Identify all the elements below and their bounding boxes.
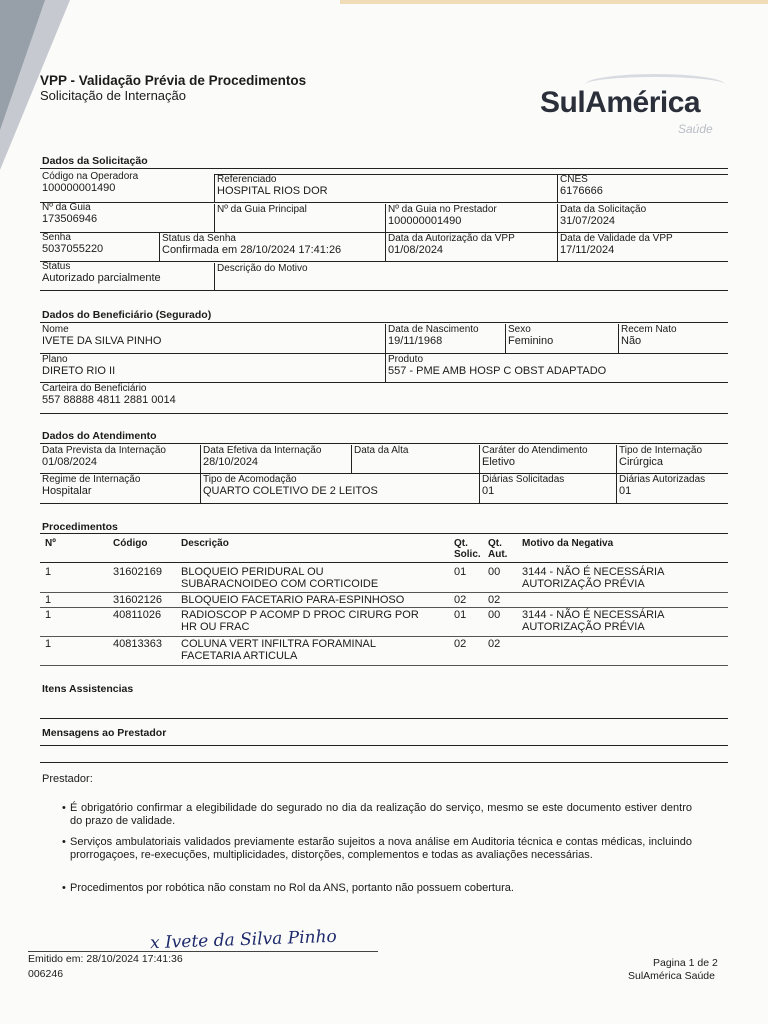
field-carteira: Carteira do Beneficiário 557 88888 4811 2881 0014 bbox=[42, 383, 176, 406]
document-subtitle: Solicitação de Internação bbox=[40, 88, 186, 103]
row3-descricao: RADIOSCOP P ACOMP D PROC CIRURG POR HR OU FRAC bbox=[181, 609, 419, 633]
row3-codigo: 40811026 bbox=[113, 609, 162, 621]
divider bbox=[40, 607, 728, 608]
prestador-bullet-2: • Serviços ambulatoriais validados previamente estarão sujeitos a nova análise em Auditoria técnica e contas médicas, incluindo prorrogaçoes, re-execuções, multiplicidades, distorções, complementos e todas as avaliações necessárias. bbox=[70, 836, 692, 862]
document-code: 006246 bbox=[28, 968, 64, 980]
divider bbox=[40, 762, 728, 763]
emitido-em: Emitido em: 28/10/2024 17:41:36 bbox=[28, 953, 183, 965]
field-diarias-solicitadas: Diárias Solicitadas 01 bbox=[479, 474, 616, 503]
field-recem-nato: Recem Nato Não bbox=[618, 324, 728, 353]
row4-codigo: 40813363 bbox=[113, 638, 162, 650]
divider bbox=[40, 562, 728, 563]
section-title-itens: Itens Assistencias bbox=[42, 683, 134, 695]
divider bbox=[40, 636, 728, 637]
field-regime: Regime de Internação Hospitalar bbox=[42, 474, 141, 497]
field-data-efetiva: Data Efetiva da Internação 28/10/2024 bbox=[200, 445, 351, 473]
row4-qt-aut: 02 bbox=[488, 638, 501, 650]
divider bbox=[40, 413, 728, 414]
col-header-codigo: Código bbox=[113, 538, 148, 549]
col-header-qt-solic: Qt. Solic. bbox=[454, 538, 481, 560]
row4-descricao: COLUNA VERT INFILTRA FORAMINAL FACETARIA ARTICULA bbox=[181, 638, 376, 662]
field-data-solicitacao: Data da Solicitação 31/07/2024 bbox=[557, 204, 728, 232]
col-header-motivo: Motivo da Negativa bbox=[522, 538, 614, 549]
folded-corner bbox=[0, 0, 45, 130]
row3-numero: 1 bbox=[45, 609, 52, 621]
row1-codigo: 31602169 bbox=[113, 566, 162, 578]
row2-codigo: 31602126 bbox=[113, 594, 162, 606]
field-guia-principal: Nº da Guia Principal bbox=[214, 204, 385, 232]
field-nome: Nome IVETE DA SILVA PINHO bbox=[42, 324, 162, 347]
brand-logo: SulAmérica bbox=[540, 86, 701, 119]
divider bbox=[40, 533, 728, 534]
field-guia: Nº da Guia 173506946 bbox=[42, 202, 98, 225]
field-produto: Produto 557 - PME AMB HOSP C OBST ADAPTADO bbox=[385, 354, 728, 382]
field-data-nascimento: Data de Nascimento 19/11/1968 bbox=[385, 324, 505, 353]
row1-qt-solic: 01 bbox=[454, 566, 467, 578]
field-diarias-autorizadas: Diárias Autorizadas 01 bbox=[616, 474, 728, 503]
field-data-alta: Data da Alta bbox=[351, 445, 479, 473]
field-data-prevista: Data Prevista da Internação 01/08/2024 bbox=[42, 445, 166, 468]
field-descricao-motivo: Descrição do Motivo bbox=[214, 263, 728, 290]
field-data-autorizacao: Data da Autorização da VPP 01/08/2024 bbox=[385, 233, 557, 261]
row4-numero: 1 bbox=[45, 638, 52, 650]
row2-descricao: BLOQUEIO FACETARIO PARA-ESPINHOSO bbox=[181, 594, 405, 606]
col-header-numero: Nº bbox=[45, 538, 56, 549]
divider bbox=[40, 718, 728, 719]
row1-motivo: 3144 - NÃO É NECESSÁRIA AUTORIZAÇÃO PRÉVIA bbox=[522, 566, 665, 590]
col-header-qt-aut: Qt. Aut. bbox=[488, 538, 508, 560]
row1-qt-aut: 00 bbox=[488, 566, 501, 578]
divider bbox=[40, 503, 728, 504]
field-tipo-internacao: Tipo de Internação Cirúrgica bbox=[616, 445, 728, 473]
field-data-validade: Data de Validade da VPP 17/11/2024 bbox=[557, 233, 728, 261]
document-title: VPP - Validação Prévia de Procedimentos bbox=[40, 73, 307, 88]
col-header-descricao: Descrição bbox=[181, 538, 229, 549]
paper-edge bbox=[340, 0, 768, 4]
handwritten-signature: x Ivete da Silva Pinho bbox=[149, 926, 338, 954]
row3-motivo: 3144 - NÃO É NECESSÁRIA AUTORIZAÇÃO PRÉVIA bbox=[522, 609, 665, 633]
section-title-mensagens: Mensagens ao Prestador bbox=[42, 727, 167, 739]
page-number: Pagina 1 de 2 bbox=[653, 957, 718, 969]
prestador-bullet-3: • Procedimentos por robótica não constam no Rol da ANS, portanto não possuem cobertura. bbox=[70, 882, 692, 895]
divider bbox=[40, 443, 728, 444]
signature-line bbox=[28, 951, 378, 952]
field-senha: Senha 5037055220 bbox=[42, 232, 104, 255]
field-sexo: Sexo Feminino bbox=[505, 324, 618, 353]
divider bbox=[40, 665, 728, 666]
divider bbox=[40, 168, 728, 169]
field-status-senha: Status da Senha Confirmada em 28/10/2024 17:41:26 bbox=[159, 233, 385, 261]
footer-company: SulAmérica Saúde bbox=[628, 970, 715, 982]
prestador-bullet-1: • É obrigatório confirmar a elegibilidade do segurado no dia da realização do serviço, mesmo se este documento estiver dentro do prazo de validade. bbox=[70, 802, 692, 828]
divider bbox=[40, 290, 728, 291]
row2-numero: 1 bbox=[45, 594, 52, 606]
prestador-label: Prestador: bbox=[42, 773, 93, 785]
row1-descricao: BLOQUEIO PERIDURAL OU SUBARACNOIDEO COM CORTICOIDE bbox=[181, 566, 379, 590]
section-title-atendimento: Dados do Atendimento bbox=[42, 430, 157, 442]
field-status: Status Autorizado parcialmente bbox=[42, 261, 161, 284]
field-carater: Caráter do Atendimento Eletivo bbox=[479, 445, 616, 473]
row2-qt-aut: 02 bbox=[488, 594, 501, 606]
divider bbox=[40, 322, 728, 323]
section-title-procedimentos: Procedimentos bbox=[42, 521, 118, 533]
row3-qt-aut: 00 bbox=[488, 609, 501, 621]
row2-qt-solic: 02 bbox=[454, 594, 467, 606]
row3-qt-solic: 01 bbox=[454, 609, 467, 621]
divider bbox=[40, 745, 728, 746]
field-referenciado: Referenciado HOSPITAL RIOS DOR bbox=[214, 174, 557, 202]
row1-numero: 1 bbox=[45, 566, 52, 578]
field-guia-prestador: Nº da Guia no Prestador 100000001490 bbox=[385, 204, 557, 232]
divider bbox=[40, 592, 728, 593]
field-cnes: CNES 6176666 bbox=[557, 174, 728, 202]
row4-qt-solic: 02 bbox=[454, 638, 467, 650]
field-acomodacao: Tipo de Acomodação QUARTO COLETIVO DE 2 LEITOS bbox=[200, 474, 479, 503]
brand-logo-sub: Saúde bbox=[678, 122, 713, 136]
field-codigo-operadora: Código na Operadora 100000001490 bbox=[42, 171, 139, 194]
section-title-beneficiario: Dados do Beneficiário (Segurado) bbox=[42, 309, 212, 321]
section-title-solicitacao: Dados da Solicitação bbox=[42, 155, 148, 167]
field-plano: Plano DIRETO RIO II bbox=[42, 354, 116, 377]
